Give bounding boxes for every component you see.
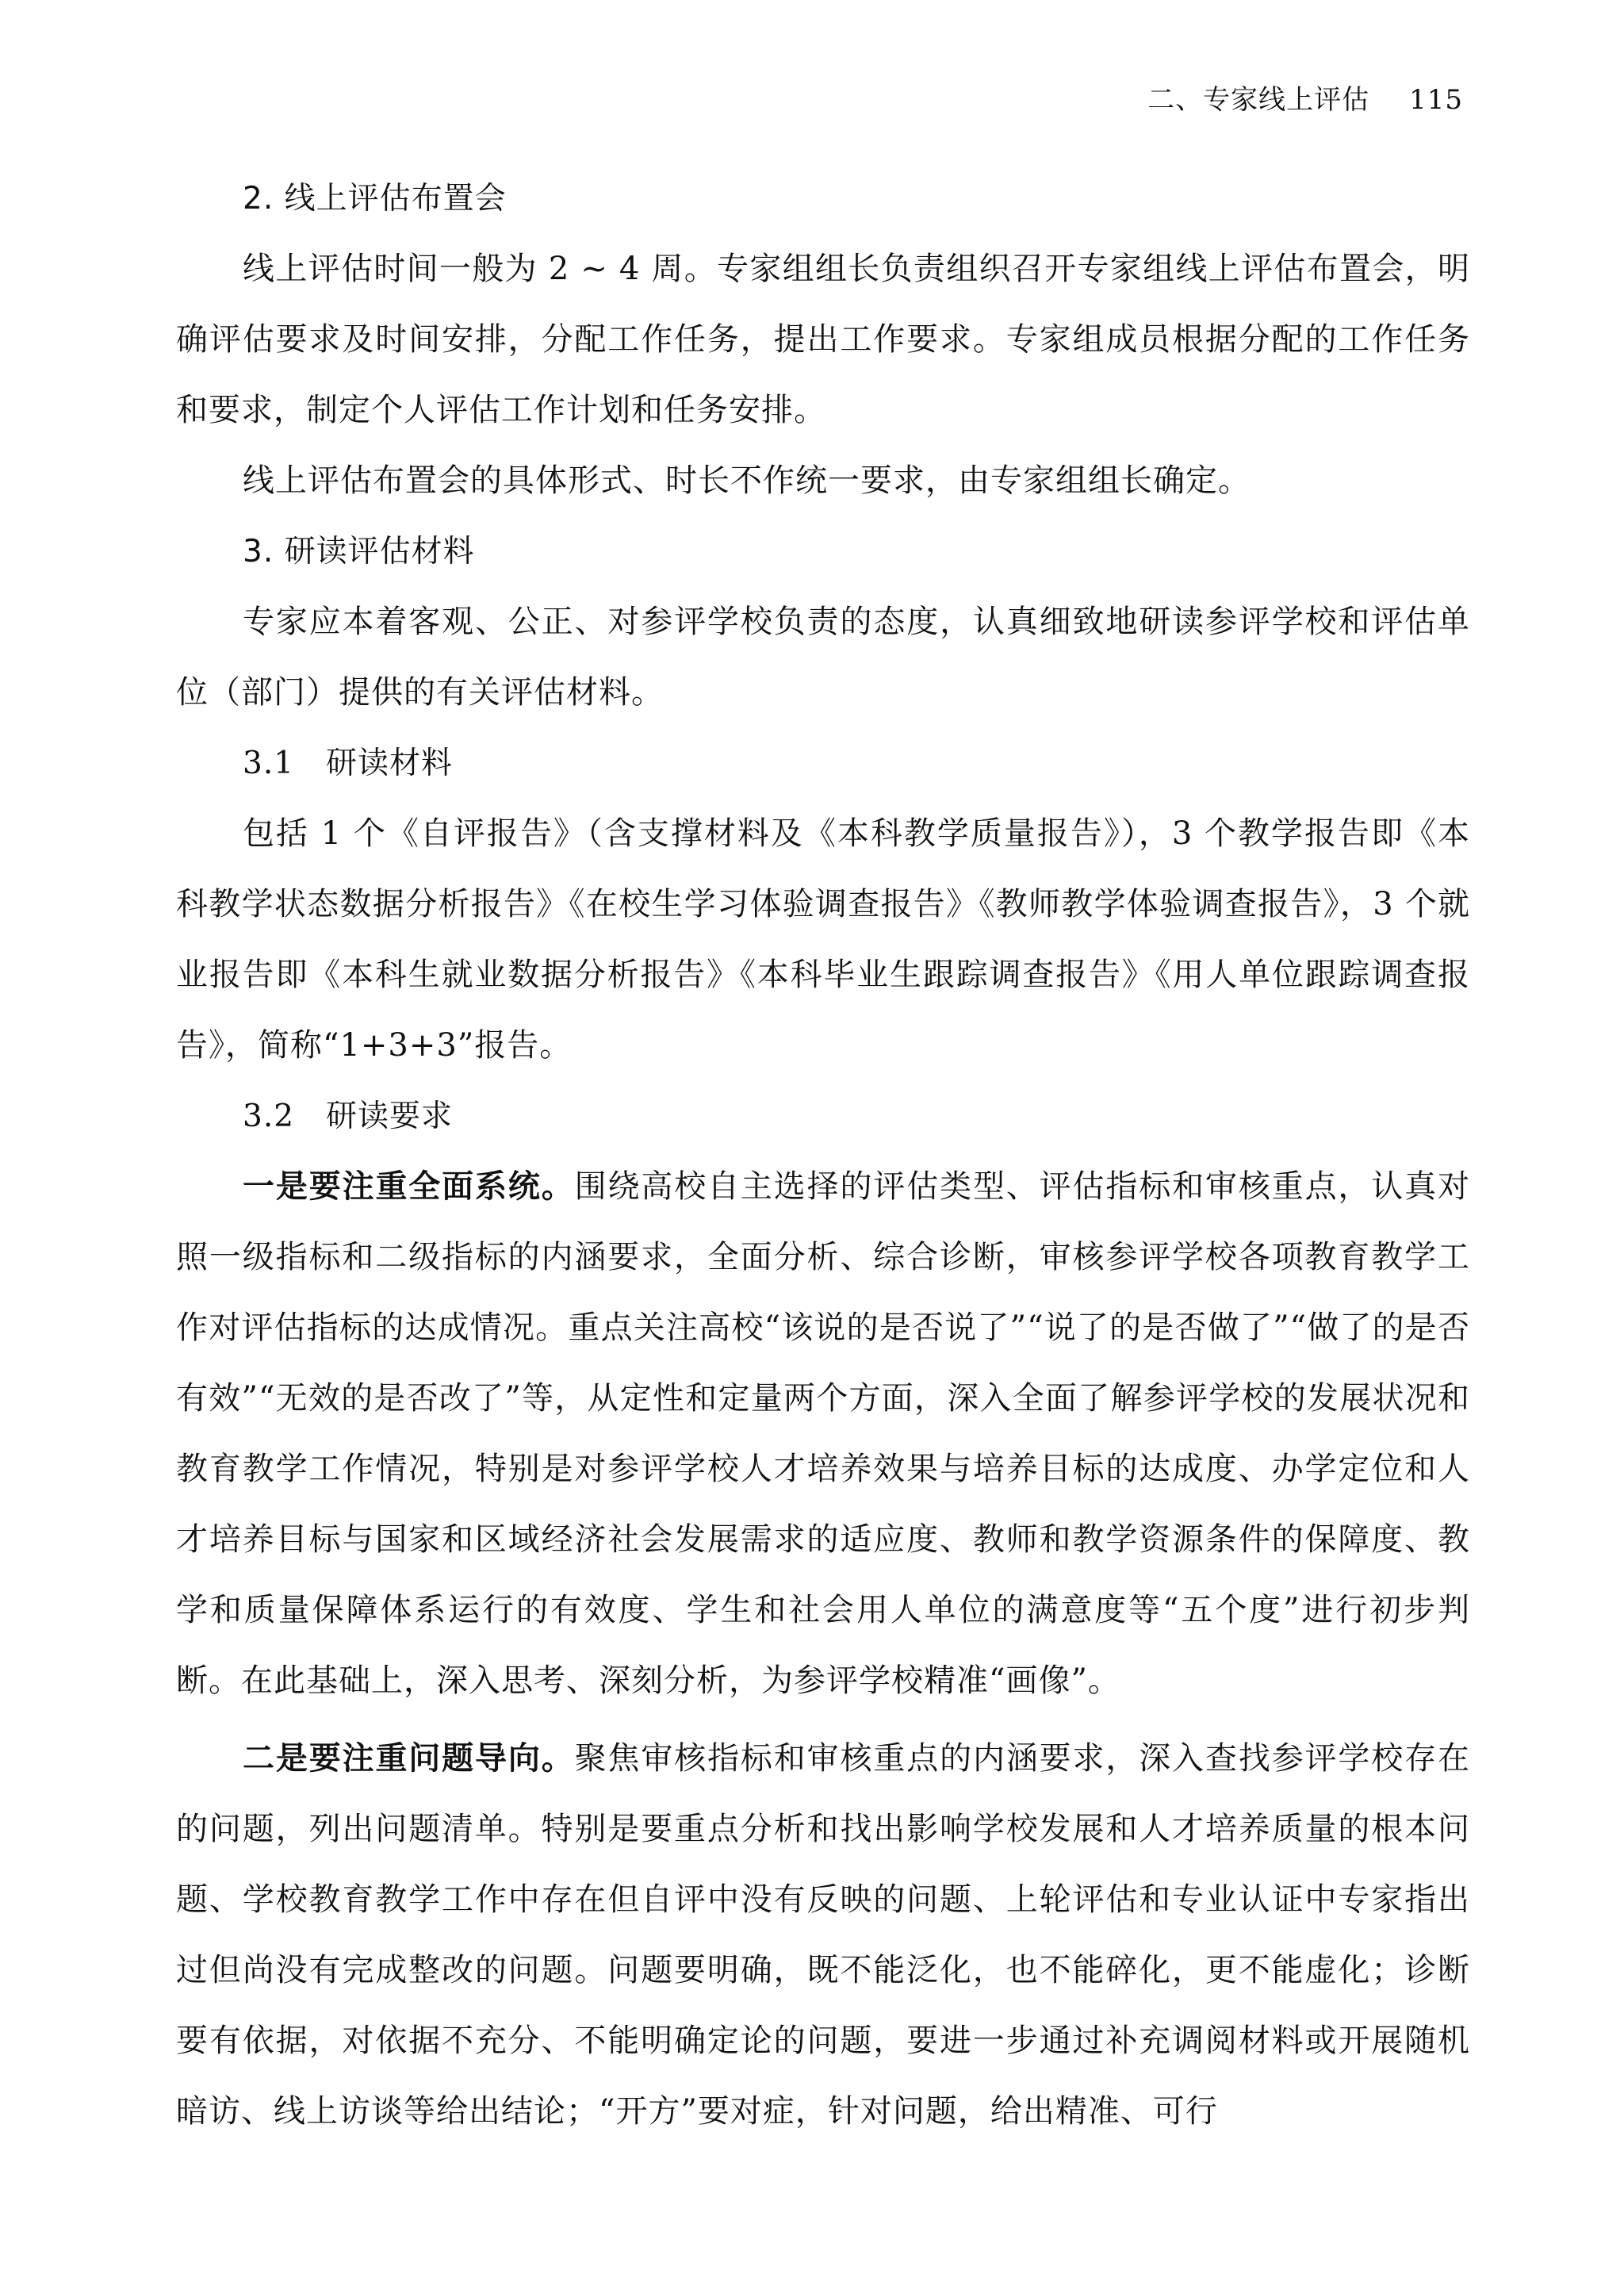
paragraph-3-1: 专家应本着客观、公正、对参评学校负责的态度，认真细致地研读参评学校和评估单位（部门）提供的有关评估材料。	[176, 604, 1470, 711]
subsection-heading-3-2	[176, 1081, 1470, 1152]
subsection-number: 3.1	[243, 746, 295, 781]
running-header	[1147, 82, 1463, 117]
subsection-number: 3.2	[243, 1099, 295, 1134]
section-heading-3: 3. 研读评估材料	[243, 534, 475, 569]
requirement-text-1: 围绕高校自主选择的评估类型、评估指标和审核重点，认真对照一级指标和二级指标的内涵要求，全面分析、综合诊断，审核参评学校各项教育教学工作对评估指标的达成情况。重点关注高校“该说的是否说了”“说了的是否做了”“做了的是否有效”“无效的是否改了”等，从定性和定量两个方面，深入全面了解参评学校的发展状况和教育教学工作情况，特别是对参评学校人才培养效果与培养目标的达成度、办学定位和人才培养目标与国家和区域经济社会发展需求的适应度、教师和教学资源条件的保障度、教学和质量保障体系运行的有效度、学生和社会用人单位的满意度等“五个度”进行初步判断。在此基础上，深入思考、深刻分析，为参评学校精准“画像”。	[176, 1168, 1471, 1699]
requirement-text-2: 聚焦审核指标和审核重点的内涵要求，深入查找参评学校存在的问题，列出问题清单。特别是要重点分析和找出影响学校发展和人才培养质量的根本问题、学校教育教学工作中存在但自评中没有反映的问题、上轮评估和专业认证中专家指出过但尚没有完成整改的问题。问题要明确，既不能泛化，也不能碎化，更不能虚化；诊断要有依据，对依据不充分、不能明确定论的问题，要进一步通过补充调阅材料或开展随机暗访、线上访谈等给出结论；“开方”要对症，针对问题，给出精准、可行	[176, 1740, 1471, 2130]
requirement-lead-1: 一是要注重全面系统。	[243, 1168, 575, 1205]
subsection-title: 研读要求	[326, 1099, 454, 1134]
paragraph-2-1: 线上评估时间一般为 2 ~ 4 周。专家组组长负责组织召开专家组线上评估布置会，明确评估要求及时间安排，分配工作任务，提出工作要求。专家组成员根据分配的工作任务和要求，制定个人评估工作计划和任务安排。	[176, 251, 1470, 428]
subsection-title: 研读材料	[326, 746, 454, 781]
paragraph-2-2: 线上评估布置会的具体形式、时长不作统一要求，由专家组组长确定。	[243, 462, 1251, 499]
section-heading-2: 2. 线上评估布置会	[243, 181, 507, 217]
requirement-lead-2: 二是要注重问题导向。	[243, 1740, 575, 1777]
page-body	[176, 163, 1470, 2147]
subsection-heading-3-1	[176, 728, 1470, 799]
paragraph-3-1-1: 包括 1 个《自评报告》（含支撑材料及《本科教学质量报告》），3 个教学报告即《本科教学状态数据分析报告》《在校生学习体验调查报告》《教师教学体验调查报告》，3 个就业报告即《本科生就业数据分析报告》《本科毕业生跟踪调查报告》《用人单位跟踪调查报告》，简称“1+3+3”报告。	[176, 815, 1470, 1064]
page-number: 115	[1409, 84, 1463, 116]
chapter-title: 二、专家线上评估	[1147, 84, 1370, 116]
requirement-item-2	[176, 1724, 1470, 2147]
requirement-item-1	[176, 1152, 1470, 1716]
